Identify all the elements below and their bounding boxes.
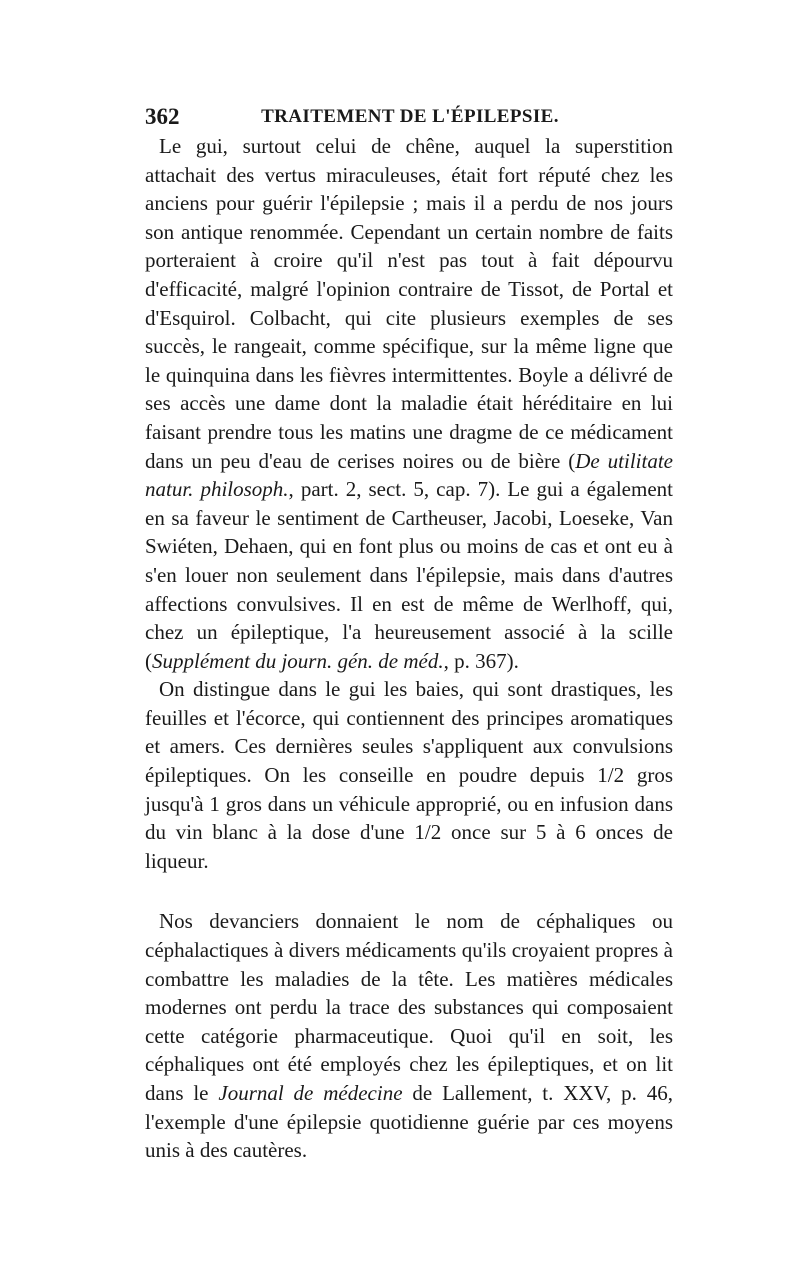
paragraph-mistletoe [145,132,673,675]
page-number: 362 [145,104,180,129]
paragraph-text: Nos devanciers donnaient le nom de céphaliques ou céphalactiques à divers médicaments qu'ils croyaient propres à combattre les maladies de la tête. Les matières médicales modernes ont perdu la trace des substances qui composaient cette catégorie pharmaceutique. Quoi qu'il en soit, les céphaliques ont été employés chez les épileptiques, et on lit dans le [145,909,673,1105]
paragraph-mistletoe-parts [145,675,673,875]
running-title: TRAITEMENT DE L'ÉPILEPSIE. [261,106,559,127]
paragraph-text: , part. 2, sect. 5, cap. 7). Le gui a également en sa faveur le sentiment de Cartheuser, Jacobi, Loeseke, Van Swiéten, Dehaen, qui en font plus ou moins de cas et ont eu à s'en louer non seulement dans l'épilepsie, mais dans d'autres affections convulsives. Il en est de même de Werlhoff, qui, chez un épileptique, l'a heureusement associé à la scille ( [145,477,673,673]
page-body [145,132,673,1165]
paragraph-text: , p. 367). [443,648,519,673]
paragraph-text: Le gui, surtout celui de chêne, auquel la superstition attachait des vertus miraculeuses, était fort réputé chez les anciens pour guérir l'épilepsie ; mais il a perdu de nos jours son antique renommée. Cependant un certain nombre de faits porteraient à croire qu'il n'est pas tout à fait dépourvu d'efficacité, malgré l'opinion contraire de Tissot, de Portal et d'Esquirol. Colbacht, qui cite plusieurs exemples de ses succès, le rangeait, comme spécifique, sur la même ligne que le quinquina dans les fièvres intermittentes. Boyle a délivré de ses accès une dame dont la maladie était héréditaire en lui faisant prendre tous les matins une dragme de ce médicament dans un peu d'eau de cerises noires ou de bière ( [145,134,673,473]
citation-title: Supplément du journ. gén. de méd. [152,648,444,673]
paragraph-cephalics [145,907,673,1164]
paragraph-text: de Lallement, t. XXV, p. 46, l'exemple d'une épilepsie quotidienne guérie par ces moyens unis à des cautères. [145,1081,674,1163]
citation-title: Journal de médecine [218,1081,403,1105]
citation-title: De utilitate natur. philosoph. [145,448,673,502]
paragraph-text: On distingue dans le gui les baies, qui sont drastiques, les feuilles et l'écorce, qui contiennent des principes aromatiques et amers. Ces dernières seules s'appliquent aux convulsions épileptiques. On les conseille en poudre depuis 1/2 gros jusqu'à 1 gros dans un véhicule approprié, ou en infusion dans du vin blanc à la dose d'une 1/2 once sur 5 à 6 onces de liqueur. [145,677,673,873]
